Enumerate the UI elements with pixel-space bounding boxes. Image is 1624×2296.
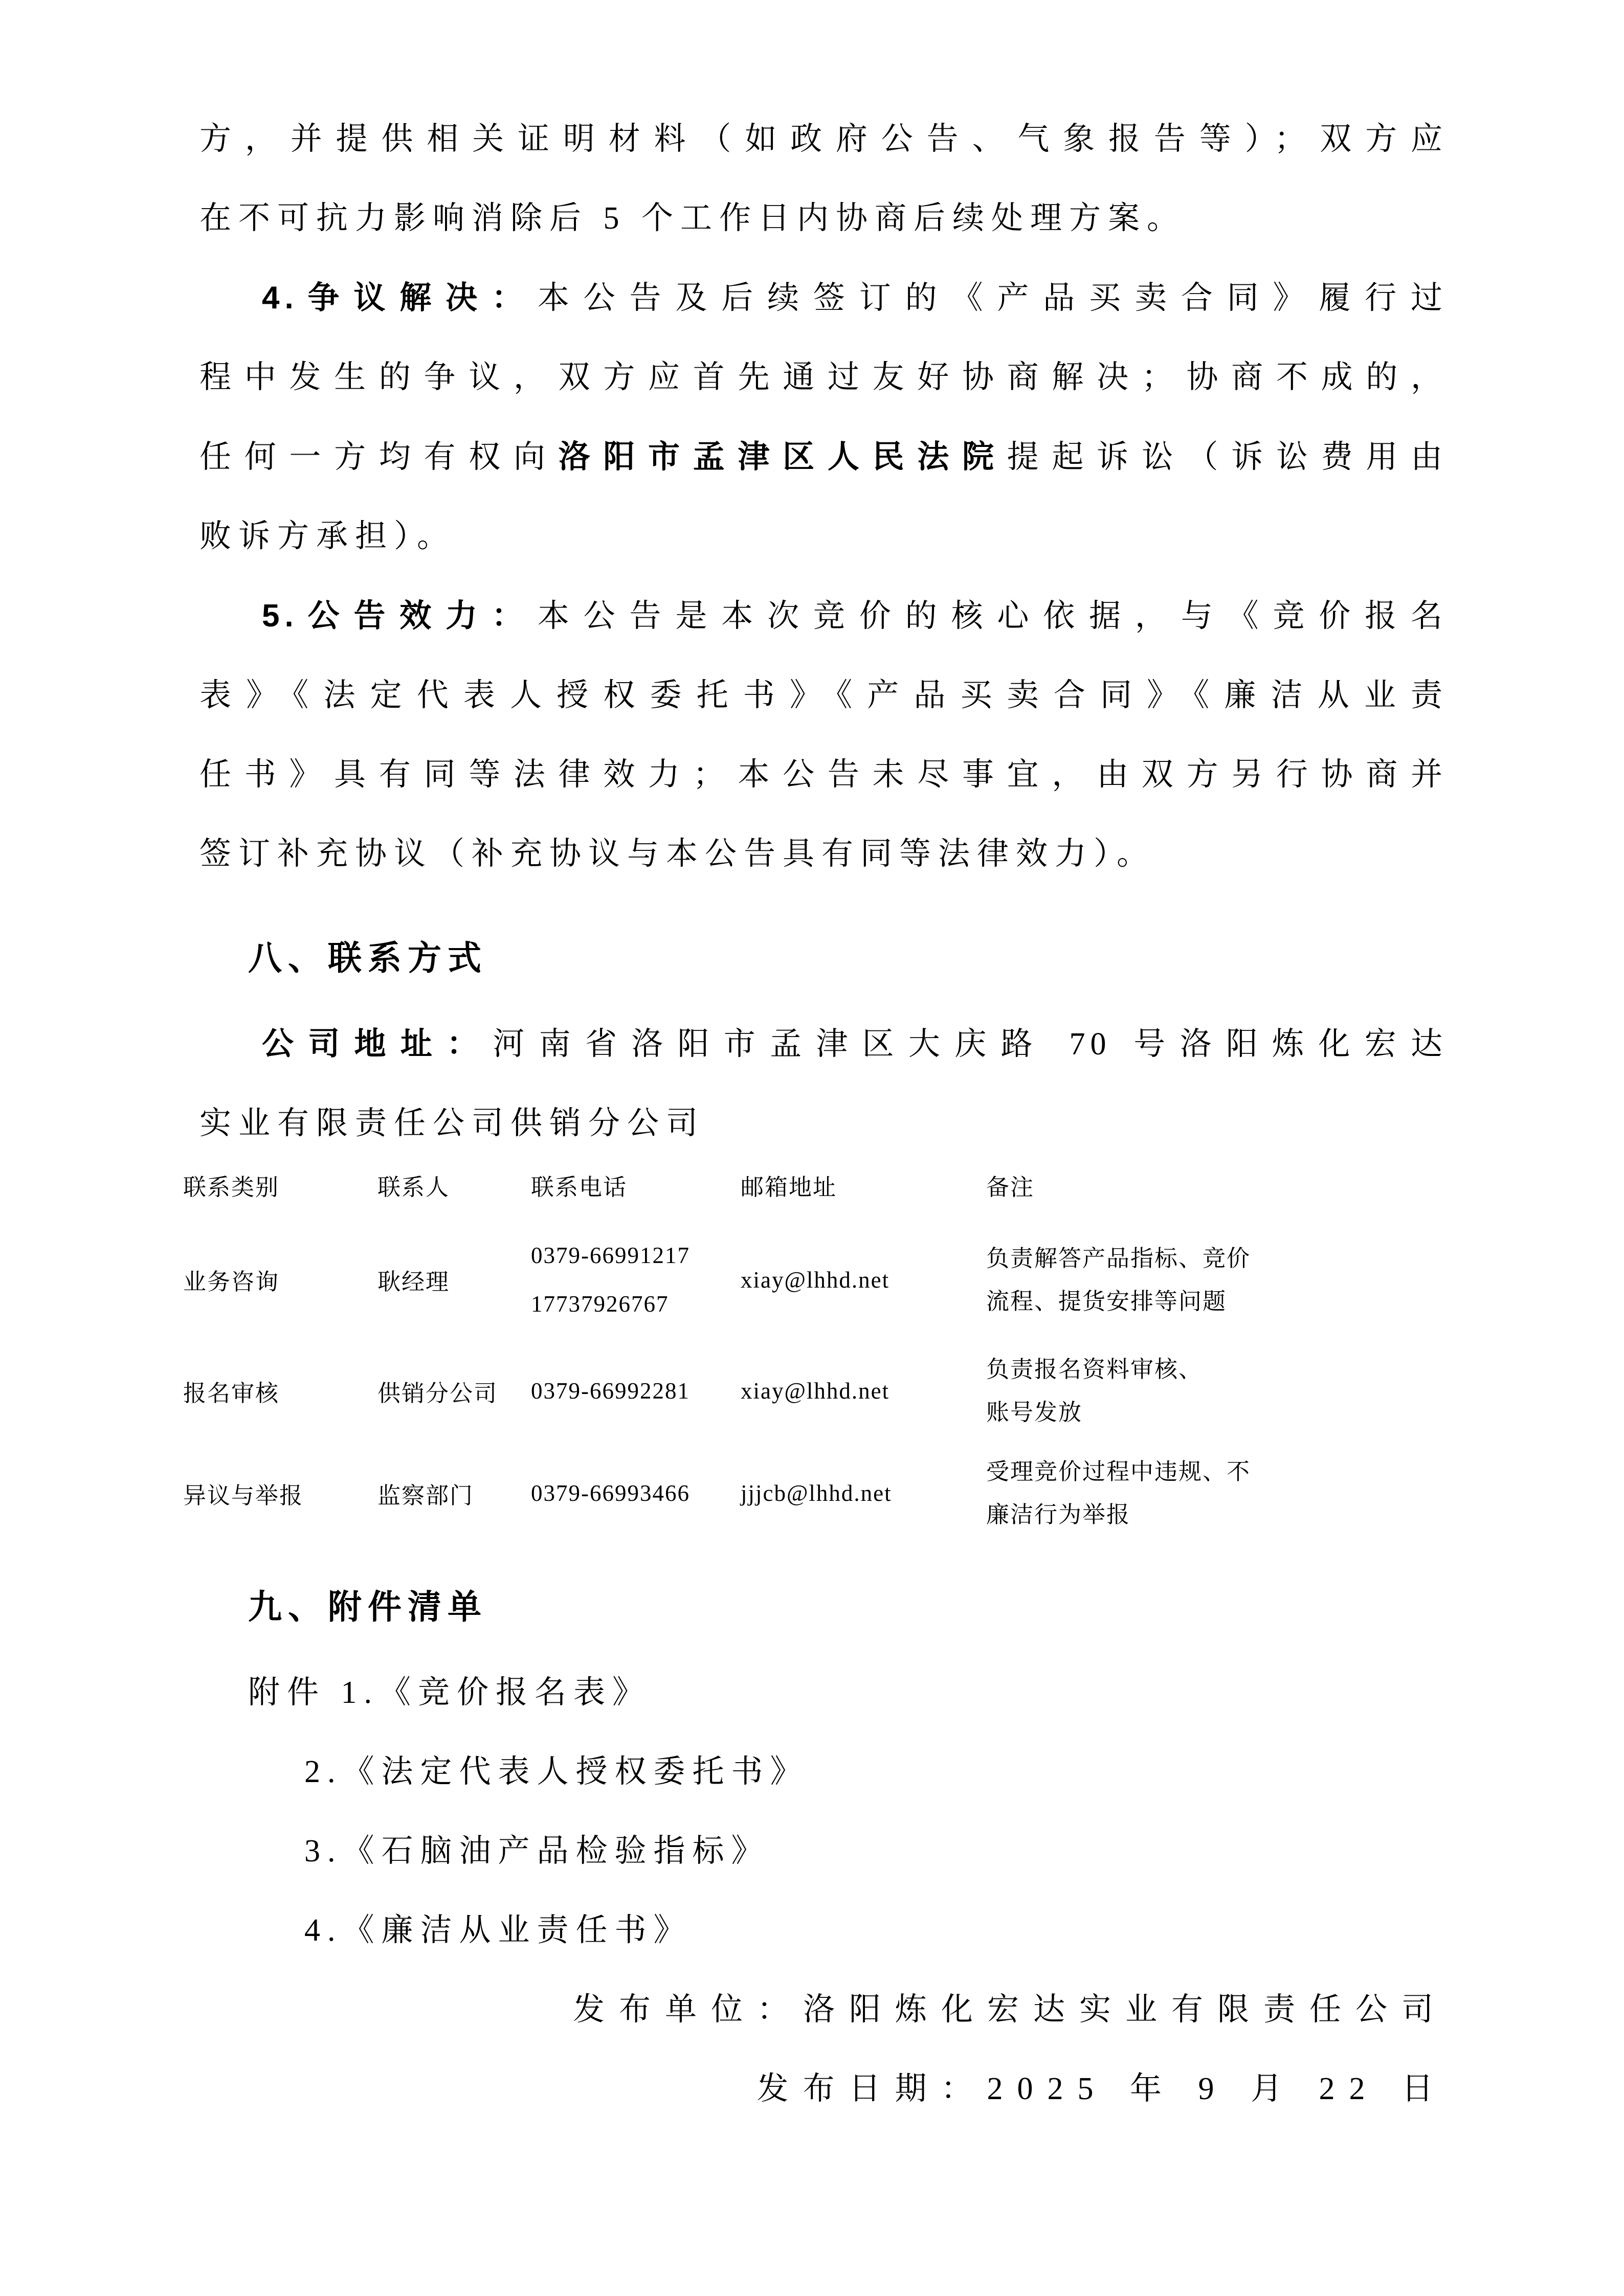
- text-run: 签订补充协议（补充协议与本公告具有同等法律效力）。: [199, 837, 1156, 871]
- publish-date-line: [199, 2050, 1448, 2129]
- text-run: 程中发生的争议，双方应首先通过友好协商解决；协商不成的，: [199, 360, 1448, 395]
- contact-row-business: [183, 1220, 1448, 1340]
- contact-email: xiay@lhhd.net: [741, 1267, 890, 1293]
- contact-note-line: 负责报名资料审核、: [986, 1357, 1203, 1382]
- p-company-address-line1: [199, 1004, 1448, 1084]
- contact-category-cell: [183, 1375, 377, 1408]
- contact-category: 业务咨询: [183, 1269, 280, 1295]
- text-run: 3.《石脑油产品检验指标》: [304, 1834, 770, 1869]
- contact-note-line: 受理竞价过程中违规、不: [986, 1459, 1251, 1484]
- contact-email-cell: [741, 1378, 986, 1404]
- p-company-address-line2: [199, 1084, 1448, 1163]
- table-header-cell: [741, 1168, 986, 1202]
- contact-note-line: 账号发放: [986, 1400, 1083, 1425]
- contact-person: 耿经理: [377, 1269, 450, 1295]
- table-header-label: 邮箱地址: [741, 1175, 837, 1200]
- contact-table: [183, 1168, 1448, 1544]
- publisher-line: [199, 1970, 1448, 2050]
- text-run: 提起诉讼（诉讼费用由: [1007, 440, 1448, 475]
- table-header-label: 联系人: [377, 1175, 450, 1200]
- contact-person-cell: [377, 1477, 531, 1510]
- contact-phone-cell: [531, 1231, 741, 1329]
- contact-note-line: 负责解答产品指标、竞价: [986, 1245, 1251, 1271]
- contact-email: jjjcb@lhhd.net: [741, 1480, 892, 1506]
- contact-phone: 0379-66991217: [531, 1242, 690, 1268]
- contact-row-complaint: [183, 1442, 1448, 1544]
- contact-category-cell: [183, 1263, 377, 1296]
- text-run: 发布日期：2025 年 9 月 22 日: [757, 2072, 1448, 2106]
- heading-contact-info: [199, 913, 1448, 1004]
- text-run: 本公告是本次竞价的核心依据，与《竞价报名: [537, 599, 1448, 634]
- contact-category-cell: [183, 1477, 377, 1510]
- bold-text-run: 洛阳市孟津区人民法院: [558, 439, 1007, 475]
- heading-attachments: [199, 1562, 1448, 1653]
- text-run: 败诉方承担）。: [199, 519, 456, 554]
- bold-text-run: 八、联系方式: [248, 939, 487, 977]
- p-validity-line1: [199, 576, 1448, 656]
- text-run: 2.《法定代表人授权委托书》: [304, 1754, 809, 1789]
- contact-phone: 0379-66992281: [531, 1378, 690, 1404]
- contact-phone-cell: [531, 1469, 741, 1518]
- contact-email-cell: [741, 1480, 986, 1506]
- main-text-block: [199, 100, 1448, 1163]
- contact-phone-cell: [531, 1367, 741, 1415]
- contact-row-registration: [183, 1340, 1448, 1442]
- text-run: 表》《法定代表人授权委托书》《产品买卖合同》《廉洁从业责: [199, 678, 1448, 713]
- p-dispute-line4: [199, 497, 1448, 576]
- contact-person-cell: [377, 1263, 531, 1296]
- table-header-cell: [531, 1168, 741, 1202]
- table-header-label: 备注: [986, 1175, 1035, 1200]
- attachments-block: [199, 1562, 1448, 2129]
- bold-text-run: 5.公告效力：: [262, 598, 538, 634]
- p-force-majeure-line1: [199, 100, 1448, 179]
- table-header-cell: [183, 1168, 377, 1202]
- contact-person: 供销分公司: [377, 1380, 498, 1406]
- contact-note-cell: [986, 1237, 1316, 1323]
- contact-email-cell: [741, 1267, 986, 1293]
- contact-phone: 0379-66993466: [531, 1480, 690, 1506]
- text-run: 在不可抗力影响消除后 5 个工作日内协商后续处理方案。: [199, 201, 1186, 236]
- attachment-item-1: [199, 1653, 1448, 1732]
- p-dispute-line1: [199, 258, 1448, 338]
- contact-note-line: 廉洁行为举报: [986, 1502, 1131, 1527]
- attachment-item-2: [199, 1732, 1448, 1812]
- contact-category: 报名审核: [183, 1380, 280, 1406]
- p-force-majeure-line2: [199, 179, 1448, 258]
- text-run: 附件 1.《竞价报名表》: [248, 1675, 652, 1710]
- bold-text-run: 4.争议解决：: [262, 280, 538, 316]
- contact-note-cell: [986, 1450, 1316, 1536]
- text-run: 本公告及后续签订的《产品买卖合同》履行过: [537, 281, 1448, 316]
- contact-email: xiay@lhhd.net: [741, 1378, 890, 1404]
- contact-note-line: 流程、提货安排等问题: [986, 1288, 1227, 1314]
- text-run: 发布单位：洛阳炼化宏达实业有限责任公司: [572, 1992, 1448, 2027]
- table-header-label: 联系类别: [183, 1175, 280, 1200]
- text-run: 方，并提供相关证明材料（如政府公告、气象报告等）；双方应: [199, 122, 1448, 156]
- contact-category: 异议与举报: [183, 1482, 304, 1509]
- contact-table-header-row: [183, 1168, 1448, 1212]
- text-run: 任何一方均有权向: [199, 440, 559, 475]
- contact-person: 监察部门: [377, 1482, 474, 1509]
- p-validity-line4: [199, 815, 1448, 894]
- text-run: 河南省洛阳市孟津区大庆路 70 号洛阳炼化宏达: [493, 1027, 1448, 1062]
- attachment-item-4: [199, 1891, 1448, 1970]
- bold-text-run: 九、附件清单: [248, 1588, 487, 1626]
- p-validity-line3: [199, 735, 1448, 815]
- text-run: 4.《廉洁从业责任书》: [304, 1913, 693, 1948]
- table-header-cell: [377, 1168, 531, 1202]
- attachment-item-3: [199, 1812, 1448, 1891]
- p-dispute-line2: [199, 338, 1448, 417]
- contact-note-cell: [986, 1348, 1316, 1434]
- text-run: 实业有限责任公司供销分公司: [199, 1106, 705, 1141]
- contact-person-cell: [377, 1375, 531, 1408]
- text-run: 任书》具有同等法律效力；本公告未尽事宜，由双方另行协商并: [199, 757, 1448, 792]
- p-validity-line2: [199, 656, 1448, 735]
- table-header-cell: [986, 1168, 1316, 1202]
- bold-text-run: 公司地址：: [262, 1026, 493, 1062]
- contact-phone: 17737926767: [531, 1291, 669, 1317]
- table-header-label: 联系电话: [531, 1175, 628, 1200]
- p-dispute-line3: [199, 417, 1448, 497]
